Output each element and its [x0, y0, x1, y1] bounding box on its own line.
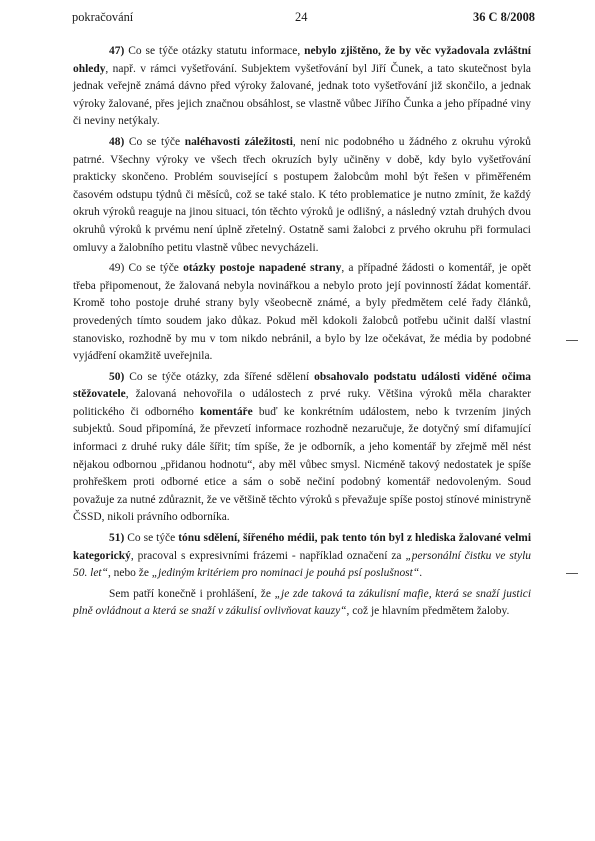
margin-mark	[566, 573, 578, 574]
case-number: 36 C 8/2008	[473, 10, 535, 24]
page-number: 24	[295, 10, 308, 24]
paragraph-49	[73, 260, 531, 366]
paragraph-emphasis: tónu sdělení, šířeného médii, pak tento tón byl z hlediska žalované velmi kategorický	[73, 532, 531, 562]
quoted-phrase: „je zde taková ta zákulisní mafie, která se snaží justici plně ovládnout a která se snaží v zákulisí ovlivňovat kauzy“	[73, 587, 532, 618]
paragraph-text: , což je hlavním předmětem žaloby.	[346, 605, 510, 618]
paragraph-48	[73, 134, 531, 257]
paragraph-number: 50)	[109, 370, 125, 383]
quoted-phrase: „personální čistku ve stylu 50. let“	[73, 549, 531, 580]
paragraph-text: Co se týče otázky, zda šířené sdělení	[124, 370, 315, 383]
paragraph-text: Sem patří konečně i prohlášení, že	[109, 587, 275, 600]
paragraph-number: 51)	[109, 532, 125, 545]
paragraph-emphasis: naléhavosti záležitosti	[184, 135, 293, 148]
paragraph-text: , žalovaná nehovořila o událostech z prvé ruky. Většina výroků měla charakter politického či odborného	[73, 388, 531, 418]
paragraph-50	[73, 369, 531, 527]
paragraph-text: , nebo že	[107, 567, 152, 580]
paragraph-emphasis: komentáře	[199, 405, 253, 418]
paragraph-text: Co se týče	[124, 532, 179, 545]
paragraph-closing	[73, 586, 531, 621]
page-header	[72, 10, 535, 26]
paragraph-text: , pracoval s expresivními frázemi - například označení za	[130, 549, 406, 562]
paragraph-emphasis: otázky postoje napadené strany	[183, 262, 342, 275]
paragraph-text: Co se týče	[124, 262, 184, 275]
document-body	[73, 43, 531, 624]
paragraph-text: , a případné žádosti o komentář, je opět třeba připomenout, že žalovaná nebyla novinářkou a nebylo proto její povinností žádat komentář. Kromě toho postoje druhé strany byly všeobecně známé, a byly předmětem celé řady článků, provedených tímto soudem jako důkaz. Pokud měl kdokoli žalobců potřebu učinit další vlastní stanovisko, rozhodně by mu v tom nikdo nebránil, a bylo by lze očekávat, že média by podobné vyjádření okamžitě uveřejnila.	[73, 262, 532, 363]
paragraph-47	[73, 43, 531, 131]
paragraph-number: 47)	[109, 45, 125, 57]
paragraph-number: 49)	[109, 262, 125, 275]
continuation-label: pokračování	[72, 10, 134, 24]
paragraph-text: Co se týče	[124, 135, 185, 148]
paragraph-text: buď ke konkrétním událostem, nebo k tvrzením jiných subjektů. Soud připomíná, že převzetí informace rozhodně nezaručuje, že dotyčný smí difamující informaci z druhé ruky dále šířit; tím spíše, že je odborník, a jeho komentář by zřejmě měl nést nějakou odbornou „přidanou hodnotu“, aby měl vůbec smysl. Nicméně takový nedostatek je spíše prohřeškem proti odborné etice a sám o sobě nečiní podobný komentář nedovoleným. Soud považuje za nutné zdůraznit, že ve většině těchto výroků s převažuje spíše postoj stínové ministryně ČSSD, nikoli právního odborníka.	[73, 405, 531, 524]
paragraph-text: .	[419, 567, 423, 580]
paragraph-emphasis: nebylo zjištěno, že by věc vyžadovala zvláštní ohledy	[73, 45, 531, 75]
paragraph-text: , např. v rámci vyšetřování. Subjektem vyšetřování byl Jiří Čunek, a tato skutečnost byla jednak veřejně známá dávno před výroky žalované, jednak toto vyšetřování již skončilo, a jednak výroky žalované, přes jejich značnou obsáhlost, se vlastně vůbec Jiřího Čunka a jeho případné viny či neviny netýkaly.	[73, 62, 531, 128]
paragraph-51	[73, 530, 531, 583]
quoted-phrase: „jediným kritériem pro nominaci je pouhá psí poslušnost“	[151, 567, 420, 580]
paragraph-emphasis: obsahovalo podstatu události viděné očima stěžovatele	[73, 370, 531, 401]
paragraph-text: , není nic podobného u žádného z okruhu výroků patrné. Všechny výroky ve všech třech okruzích byly učiněny v době, kdy bylo vyšetřování prakticky skončeno. Problém související s postupem žalobcům mohl být řešen v přiměřeném časovém odstupu týdnů či měsíců, což se také stalo. K této problematice je nutno zmínit, že každý okruh výroků reaguje na jinou situaci, tón těchto výroků je odlišný, a následný vztah druhých dvou okruhů výroků k prvému není úplně zřetelný. Ostatně sami žalobci z prvého okruhu při formulaci omluvy a žalobního petitu vlastně vůbec nevycházeli.	[73, 135, 531, 254]
margin-mark	[566, 340, 578, 341]
paragraph-number: 48)	[109, 135, 125, 148]
paragraph-text: Co se týče otázky statutu informace,	[124, 45, 305, 57]
